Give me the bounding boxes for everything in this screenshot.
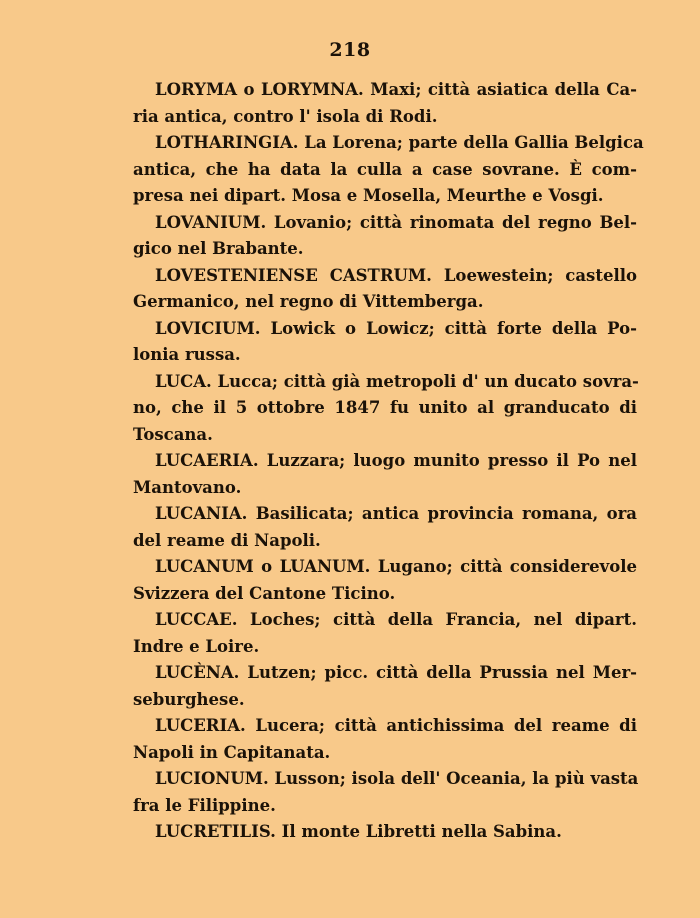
text-line: no, che il 5 ottobre 1847 fu unito al granducato di bbox=[133, 398, 637, 417]
text-line: LUCA. Lucca; città già metropoli d' un ducato sovra- bbox=[155, 371, 639, 391]
text-line: LOVESTENIENSE CASTRUM. Loewestein; castello bbox=[155, 265, 637, 285]
text-line: LUCCAE. Loches; città della Francia, nel dipart. bbox=[155, 610, 637, 629]
text-line: Toscana. bbox=[133, 424, 213, 444]
text-line: ria antica, contro l' isola di Rodi. bbox=[133, 106, 438, 126]
text-line: fra le Filippine. bbox=[133, 795, 276, 815]
text-line: LUCERIA. Lucera; città antichissima del reame di bbox=[155, 716, 637, 735]
text-line: Germanico, nel regno di Vittemberga. bbox=[133, 292, 484, 311]
text-line: LUCANIA. Basilicata; antica provincia romana, ora bbox=[155, 504, 637, 523]
text-line: seburghese. bbox=[133, 689, 245, 709]
text-line: LOVANIUM. Lovanio; città rinomata del regno Bel- bbox=[155, 212, 637, 232]
text-line: LUCÈNA. Lutzen; picc. città della Prussia nel Mer- bbox=[155, 663, 637, 682]
text-line: gico nel Brabante. bbox=[133, 239, 304, 258]
text-line: Svizzera del Cantone Ticino. bbox=[133, 583, 396, 603]
page-number: 218 bbox=[329, 39, 371, 61]
text-line: LUCRETILIS. Il monte Libretti nella Sabina. bbox=[155, 822, 562, 841]
text-line: LORYMA o LORYMNA. Maxi; città asiatica della Ca- bbox=[155, 80, 637, 99]
text-line: Mantovano. bbox=[133, 477, 242, 497]
text-line: LUCAERIA. Luzzara; luogo munito presso il Po nel bbox=[155, 451, 637, 470]
text-line: presa nei dipart. Mosa e Mosella, Meurthe e Vosgi. bbox=[133, 186, 604, 205]
text-line: lonia russa. bbox=[133, 345, 241, 364]
dictionary-entries bbox=[133, 77, 644, 846]
text-line: del reame di Napoli. bbox=[133, 530, 321, 550]
text-line: LOTHARINGIA. La Lorena; parte della Gallia Belgica bbox=[155, 133, 644, 152]
text-line: Napoli in Capitanata. bbox=[133, 742, 331, 762]
text-line: antica, che ha data la culla a case sovrane. È com- bbox=[133, 159, 637, 179]
text-line: LOVICIUM. Lowick o Lowicz; città forte della Po- bbox=[155, 318, 637, 338]
text-line: LUCANUM o LUANUM. Lugano; città considerevole bbox=[155, 557, 637, 576]
text-line: LUCIONUM. Lusson; isola dell' Oceania, la più vasta bbox=[155, 769, 639, 788]
text-line: Indre e Loire. bbox=[133, 636, 260, 656]
